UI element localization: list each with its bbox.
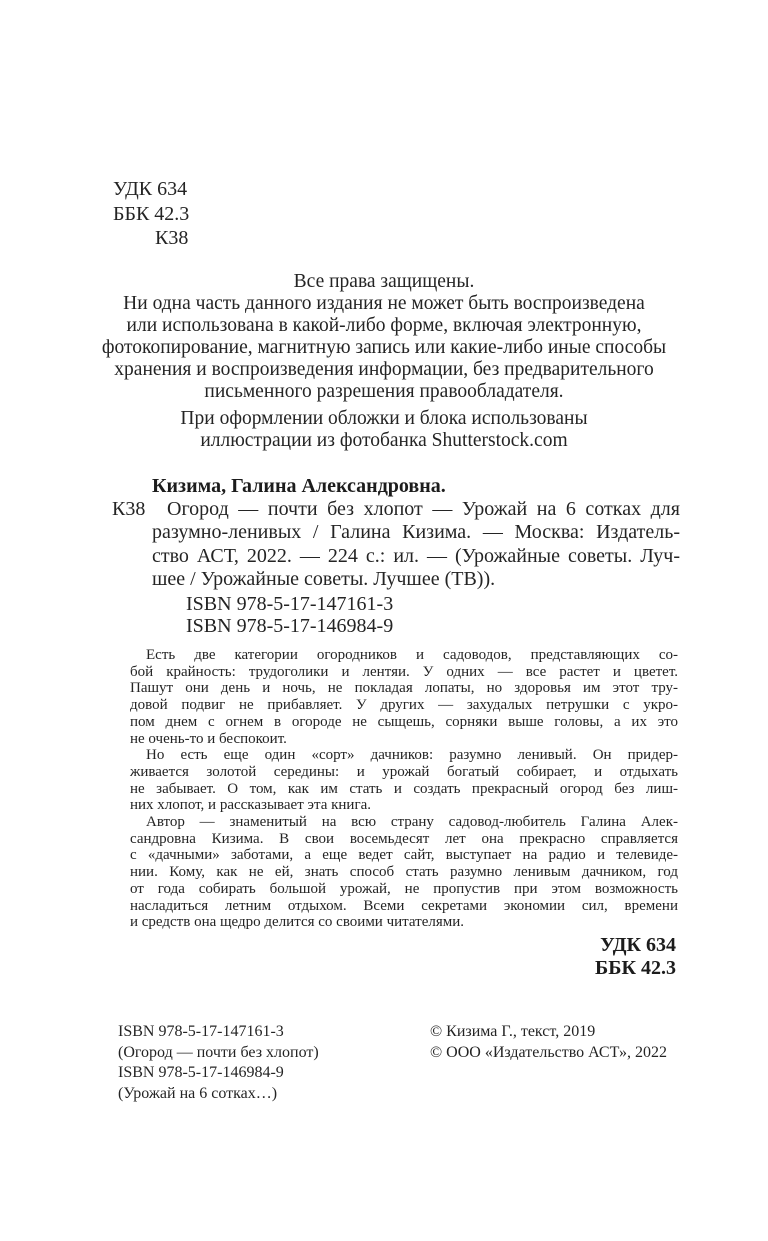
cover-credit <box>79 408 689 452</box>
credit-line: иллюстрации из фотобанка Shutterstock.com <box>200 429 568 451</box>
annotation-line: нии. Кому, как не ей, знать способ стать разумно ленивым дачником, год <box>130 864 678 881</box>
annotation <box>130 647 678 931</box>
bib-line: шее / Урожайные советы. Лучшее (ТВ)). <box>152 568 496 591</box>
author-sign-code: К38 <box>155 227 189 250</box>
bbk-code: ББК 42.3 <box>113 202 190 225</box>
bbk-code-bottom: ББК 42.3 <box>595 956 676 979</box>
footer-isbn-line: ISBN 978-5-17-146984-9 <box>118 1064 284 1082</box>
rights-notice <box>79 271 689 402</box>
rights-line: письменного разрешения правообладателя. <box>204 380 564 402</box>
bib-line: ство АСТ, 2022. — 224 с.: ил. — (Урожайные советы. Луч- <box>152 544 680 567</box>
isbn-line: ISBN 978-5-17-147161-3 <box>186 593 394 615</box>
annotation-line: не забывает. О том, как им стать и создать прекрасный огород без лиш- <box>130 780 678 797</box>
top-catalog-codes <box>113 177 189 251</box>
annotation-line: живается золотой середины: и урожай богатый собирает, и отдыхать <box>130 763 678 780</box>
footer-copyright-column <box>430 1022 667 1063</box>
annotation-line: от года собирать большой урожай, не пропустив при этом возможность <box>130 880 678 897</box>
annotation-line: Есть две категории огородников и садоводов, представляющих со- <box>146 647 678 663</box>
copyright-line: © Кизима Г., текст, 2019 <box>430 1023 596 1040</box>
isbn-line: ISBN 978-5-17-146984-9 <box>186 614 394 637</box>
annotation-line: Автор — знаменитый на всю страну садовод-любитель Галина Алек- <box>146 814 678 831</box>
annotation-line: и средств она щедро делится со своими читателями. <box>130 914 465 931</box>
copyright-line: © ООО «Издательство АСТ», 2022 <box>430 1043 667 1061</box>
udk-code: УДК 634 <box>113 178 188 200</box>
annotation-line: с «дачными» заботами, а еще ведет сайт, выступает на радио и телевиде- <box>130 847 678 864</box>
catalog-code: К38 <box>112 498 146 520</box>
annotation-line: пом днем с огнем в огороде не сыщешь, сорняки выше головы, а их это <box>130 713 678 730</box>
bib-line: разумно-ленивых / Галина Кизима. — Москва: Издатель- <box>152 521 680 544</box>
isbn-block <box>186 594 393 637</box>
author-heading: Кизима, Галина Александровна. <box>152 475 446 497</box>
udk-code-bottom: УДК 634 <box>600 934 676 956</box>
bib-line: Огород — почти без хлопот — Урожай на 6 сотках для <box>167 498 680 520</box>
annotation-line: не очень-то и беспокоит. <box>130 730 287 747</box>
credit-line: При оформлении обложки и блока использованы <box>180 408 588 429</box>
annotation-line: них хлопот, и рассказывает эта книга. <box>130 797 372 814</box>
bibliographic-description <box>152 498 680 592</box>
footer-isbn-line: ISBN 978-5-17-147161-3 <box>118 1023 284 1040</box>
footer-isbn-note: (Огород — почти без хлопот) <box>118 1043 319 1061</box>
bottom-catalog-codes <box>400 934 676 979</box>
annotation-line: Но есть еще один «сорт» дачников: разумно ленивый. Он придер- <box>146 747 678 764</box>
rights-line: Все права защищены. <box>293 271 475 292</box>
annotation-line: сандровна Кизима. В свои восемьдесят лет она прекрасно справляется <box>130 830 678 847</box>
footer-isbn-column <box>118 1022 319 1104</box>
rights-line: фотокопирование, магнитную запись или какие-либо иные способы <box>101 336 667 358</box>
footer-isbn-note: (Урожай на 6 сотках…) <box>118 1084 278 1102</box>
annotation-line: довой подвиг не прибавляет. У других — захудалых петрушки с укро- <box>130 697 678 714</box>
annotation-line: Пашут они день и ночь, не покладая лопаты, но здоровья им этот тру- <box>130 680 678 697</box>
rights-line: хранения и воспроизведения информации, без предварительного <box>114 358 654 380</box>
rights-line: или использована в какой-либо форме, включая электронную, <box>126 314 642 336</box>
annotation-line: бой крайность: трудоголики и лентяи. У одних — все растет и цветет. <box>130 663 678 680</box>
rights-line: Ни одна часть данного издания не может быть воспроизведена <box>123 292 645 314</box>
annotation-line: насладиться летним отдыхом. Всеми секретами экономии сил, времени <box>130 897 678 914</box>
